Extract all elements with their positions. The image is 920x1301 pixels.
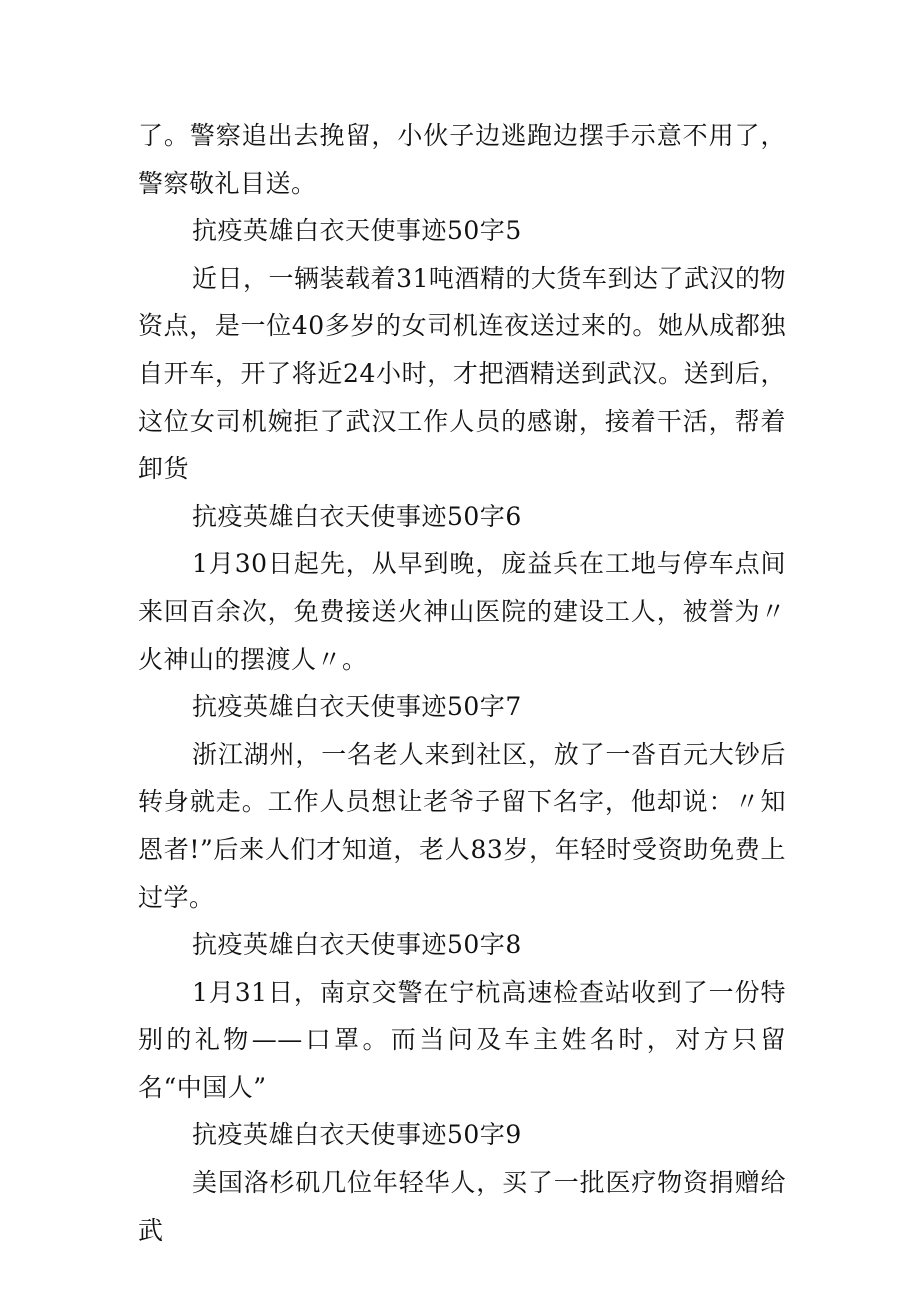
section-heading-5: 抗疫英雄白衣天使事迹50字5	[192, 216, 522, 246]
paragraph-continuation: 了。警察追出去挽留，小伙子边逃跑边摆手示意不用了，警察敬礼目送。	[138, 121, 786, 198]
paragraph-body-5: 近日，一辆装载着31吨酒精的大货车到达了武汉的物资点，是一位40多岁的女司机连夜送过来的。她从成都独自开车，开了将近24小时，才把酒精送到武汉。送到后，这位女司机婉拒了武汉工作人员的感谢，接着干活，帮着卸货	[138, 263, 786, 484]
section-heading-9: 抗疫英雄白衣天使事迹50字9	[192, 1120, 522, 1150]
paragraph-body-9: 美国洛杉矶几位年轻华人，买了一批医疗物资捐赠给武	[138, 1168, 786, 1245]
section-heading-7: 抗疫英雄白衣天使事迹50字7	[192, 692, 522, 722]
section-heading-6: 抗疫英雄白衣天使事迹50字6	[192, 501, 522, 531]
section-heading-8: 抗疫英雄白衣天使事迹50字8	[192, 930, 522, 960]
document-page	[138, 112, 786, 1254]
paragraph-body-8: 1月31日，南京交警在宁杭高速检查站收到了一份特别的礼物——口罩。而当问及车主姓名时，对方只留名“中国人”	[138, 977, 786, 1102]
paragraph-body-6: 1月30日起先，从早到晚，庞益兵在工地与停车点间来回百余次，免费接送火神山医院的建设工人，被誉为〃火神山的摆渡人〃。	[138, 549, 786, 674]
paragraph-body-7: 浙江湖州，一名老人来到社区，放了一沓百元大钞后转身就走。工作人员想让老爷子留下名字，他却说：〃知恩者!”后来人们才知道，老人83岁，年轻时受资助免费上过学。	[138, 739, 786, 912]
